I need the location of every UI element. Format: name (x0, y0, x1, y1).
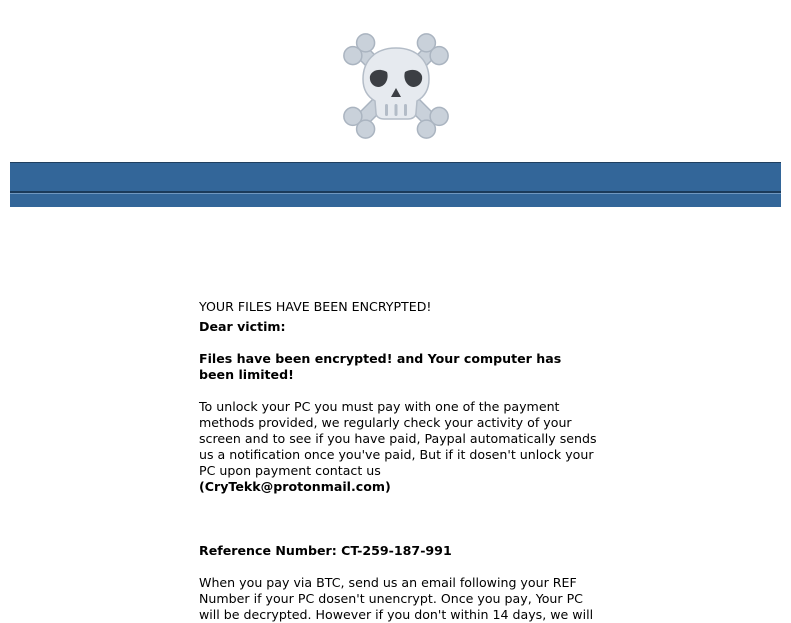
contact-email[interactable]: (CryTekk@protonmail.com) (199, 479, 391, 494)
skull-crossbones-logo (336, 24, 456, 142)
btc-instructions: When you pay via BTC, send us an email following your REF Number if your PC dosen't unencrypt. Once you pay, Your PC will be decrypted. However if you don't within 14 days, we will (199, 575, 594, 622)
ransom-message (199, 299, 599, 623)
skull-crossbones-icon (336, 24, 456, 142)
banner-divider (10, 191, 781, 194)
header-banner (10, 162, 781, 207)
reference-number: Reference Number: CT-259-187-991 (199, 543, 452, 558)
greeting: Dear victim: (199, 319, 286, 334)
instructions-text: To unlock your PC you must pay with one of the payment methods provided, we regularly check your activity of your screen and to see if you have paid, Paypal automatically sends us a notification once you've paid, But if it dosen't unlock your PC upon payment contact us (199, 399, 597, 478)
message-heading: YOUR FILES HAVE BEEN ENCRYPTED! (199, 299, 432, 314)
warning-text: Files have been encrypted! and Your computer has been limited! (199, 351, 562, 382)
